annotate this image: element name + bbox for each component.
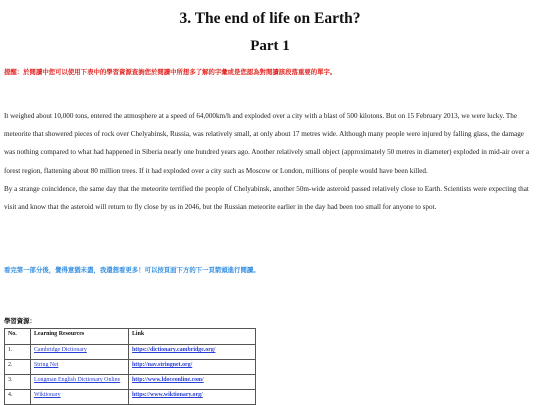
- reminder-note: 提醒：於閱讀中您可以使用下表中的學習資源查詢您於閱讀中所想多了解的字彙或是您認為對閱讀該段落重要的單字。: [4, 68, 337, 76]
- column-header-link: Link: [129, 329, 256, 345]
- resource-link-longman[interactable]: Longman English Dictionary Online: [34, 377, 121, 383]
- url-link-stringnet[interactable]: http://nav.stringnet.org/: [132, 362, 193, 368]
- resource-link-wiktionary[interactable]: Wiktionary: [34, 392, 61, 398]
- page-title: 3. The end of life on Earth?: [179, 10, 361, 27]
- resource-link-cambridge[interactable]: Cambridge Dictionary: [34, 347, 87, 353]
- column-header-resources: Learning Resources: [31, 329, 129, 345]
- column-header-no: No.: [5, 329, 31, 345]
- resources-heading: 學習資源：: [4, 317, 36, 325]
- continue-note: 看完第一部分後，覺得意猶未盡，我還想看更多！可以按頁面下方的下一頁箭頭進行閱讀。: [4, 266, 260, 274]
- resources-table: [4, 328, 256, 405]
- article-body: [4, 107, 536, 216]
- table-row: [5, 360, 256, 375]
- part-heading: Part 1: [250, 38, 290, 54]
- url-link-wiktionary[interactable]: https://www.wiktionary.org/: [132, 392, 203, 398]
- resource-link-stringnet[interactable]: String Net: [34, 362, 59, 368]
- row-number: 3.: [5, 375, 31, 390]
- url-link-longman[interactable]: http://www.ldoceonline.com/: [132, 377, 204, 383]
- table-row: [5, 390, 256, 405]
- url-link-cambridge[interactable]: https://dictionary.cambridge.org/: [132, 347, 216, 353]
- row-number: 2.: [5, 360, 31, 375]
- table-row: [5, 375, 256, 390]
- table-header-row: [5, 329, 256, 345]
- row-number: 1.: [5, 345, 31, 360]
- paragraph: It weighed about 10,000 tons, entered the atmosphere at a speed of 64,000km/h and exploded over a city with a blast of 500 kilotons. But on 15 February 2013, we were lucky. The meteorite that showered pieces of rock over Chelyabinsk, Russia, was relatively small, at only about 17 metres wide. Although many people were injured by falling glass, the damage was nothing compared to what had happened in Siberia nearly one hundred years ago. Another relatively small object (approximately 50 metres in diameter) exploded in mid-air over a forest region, flattening about 80 million trees. If it had exploded over a city such as Moscow or London, millions of people would have been killed.: [4, 112, 530, 175]
- row-number: 4.: [5, 390, 31, 405]
- paragraph: By a strange coincidence, the same day that the meteorite terrified the people of Chelyabinsk, another 50m-wide asteroid passed relatively close to Earth. Scientists were expecting that visit and know that the asteroid will return to fly close by us in 2046, but the Russian meteorite earlier in the day had been too small for anyone to spot.: [4, 184, 529, 212]
- table-row: [5, 345, 256, 360]
